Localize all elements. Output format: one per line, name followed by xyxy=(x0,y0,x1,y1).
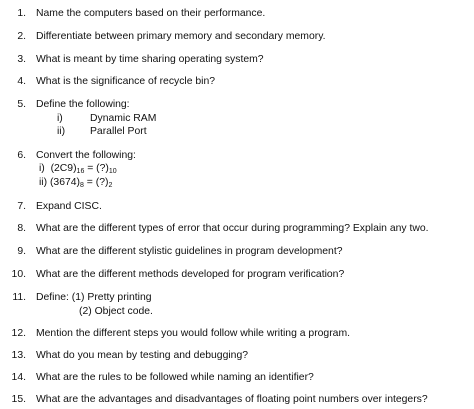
question-text: What are the rules to be followed while naming an identifier? xyxy=(36,372,314,383)
target-subscript: 10 xyxy=(108,168,117,175)
question-text: Define the following: xyxy=(36,99,130,110)
question-number: 6. xyxy=(17,150,26,161)
question-text: Name the computers based on their performance. xyxy=(36,8,266,19)
question-number: 14. xyxy=(11,372,26,383)
question-number: 10. xyxy=(11,269,26,280)
question-text: What is meant by time sharing operating system? xyxy=(36,54,264,65)
q5-sub-text: Dynamic RAM xyxy=(90,113,157,124)
question-number: 3. xyxy=(17,54,26,65)
question-number: 4. xyxy=(17,76,26,87)
conversion-equals: = (?) xyxy=(83,177,109,188)
conversion-roman: ii) xyxy=(39,177,48,188)
question-number: 8. xyxy=(17,223,26,234)
question-number: 1. xyxy=(17,8,26,19)
conversion-equals: = (?) xyxy=(84,163,109,174)
question-text: What are the different methods developed for program verification? xyxy=(36,269,345,280)
question-text: What are the advantages and disadvantages of floating point numbers over integers? xyxy=(36,394,428,405)
conversion-item xyxy=(39,177,112,192)
question-text: Mention the different steps you would follow while writing a program. xyxy=(36,328,350,339)
conversion-value: (2C9) xyxy=(50,163,77,174)
question-number: 5. xyxy=(17,99,26,110)
conversion-item xyxy=(39,163,117,178)
question-text: What are the different stylistic guidelines in program development? xyxy=(36,246,343,257)
question-number: 7. xyxy=(17,201,26,212)
target-subscript: 2 xyxy=(108,182,113,189)
conversion-value: (3674) xyxy=(49,177,81,188)
question-text: What are the different types of error that occur during programming? Explain any two. xyxy=(36,223,429,234)
question-number: 15. xyxy=(11,394,26,405)
question-text: Expand CISC. xyxy=(36,201,102,212)
q5-sub-text: Parallel Port xyxy=(90,126,147,137)
question-number: 13. xyxy=(11,350,26,361)
base-subscript: 16 xyxy=(76,168,85,175)
q5-sub-roman: i) xyxy=(57,113,63,124)
q11-sub-item: (2) Object code. xyxy=(79,306,153,317)
question-number: 9. xyxy=(17,246,26,257)
question-text: Convert the following: xyxy=(36,150,136,161)
question-text: Define: (1) Pretty printing xyxy=(36,292,152,303)
conversion-roman: i) xyxy=(39,163,45,174)
question-text: What is the significance of recycle bin? xyxy=(36,76,216,87)
base-subscript: 8 xyxy=(80,182,84,189)
question-text: Differentiate between primary memory and secondary memory. xyxy=(36,31,326,42)
question-number: 2. xyxy=(17,31,26,42)
question-number: 12. xyxy=(11,328,26,339)
question-text: What do you mean by testing and debugging? xyxy=(36,350,249,361)
question-number: 11. xyxy=(12,292,26,303)
q5-sub-roman: ii) xyxy=(57,126,66,137)
